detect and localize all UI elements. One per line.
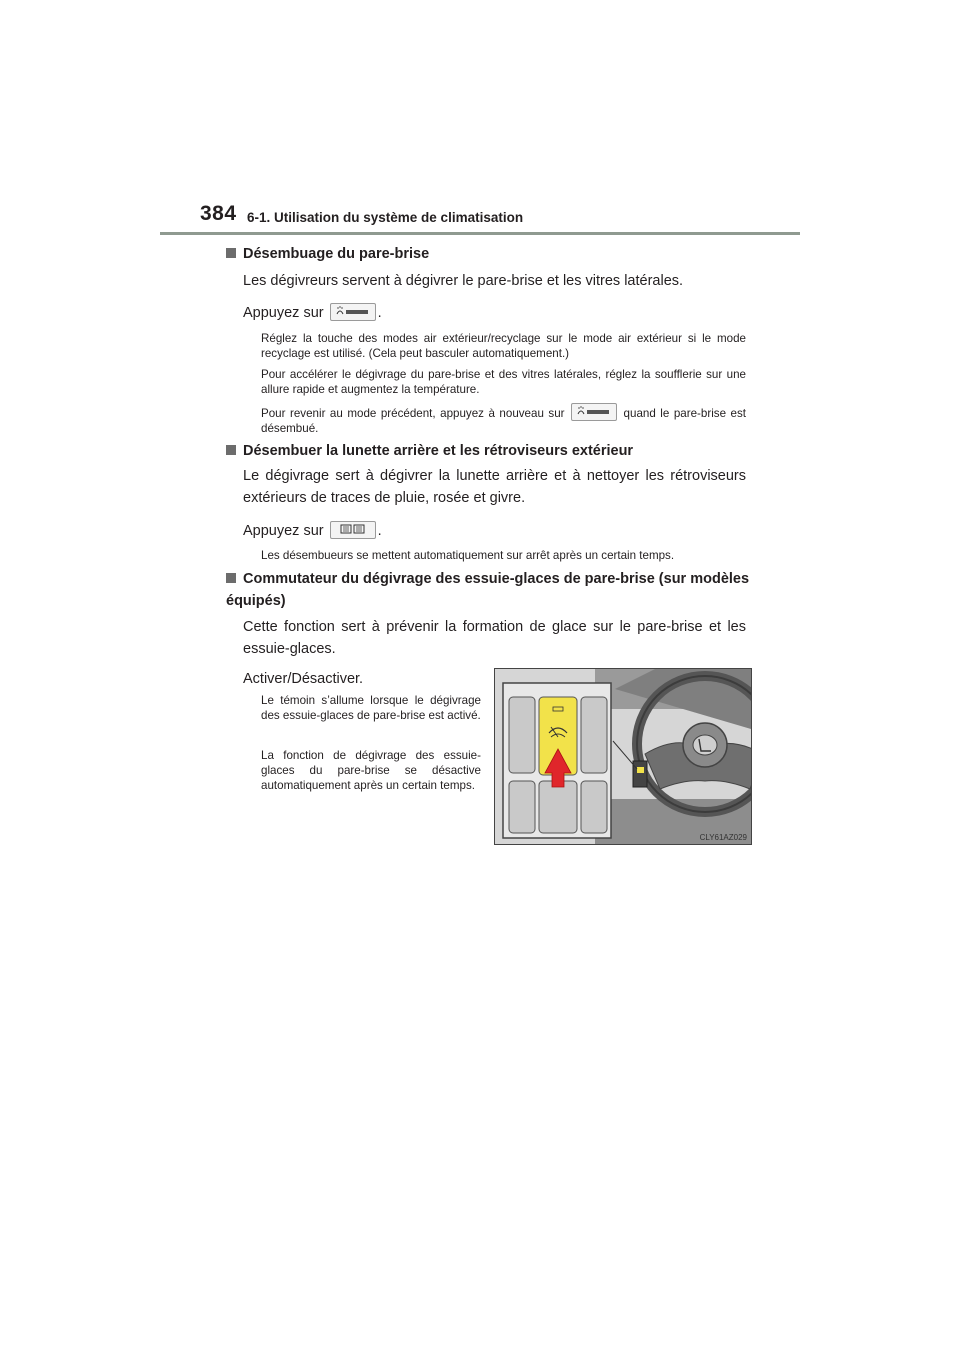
header-rule <box>160 232 800 235</box>
instruction-prefix: Appuyez sur <box>243 523 324 539</box>
heading-text: Désembuage du pare-brise <box>243 246 430 262</box>
front-defroster-button-icon <box>330 303 376 321</box>
instruction-wiper-deicer: Activer/Désactiver. <box>243 671 364 687</box>
instruction-windshield-defog <box>243 302 746 324</box>
front-defroster-button-icon <box>571 403 617 421</box>
body-windshield-defog: Les dégivreurs servent à dégivrer le pare-brise et les vitres latérales. <box>243 273 684 289</box>
note-auto-deactivate: La fonction de dégivrage des essuie-glaces du pare-brise se désactive automatiquement après un certain temps. <box>261 749 481 792</box>
heading-square-icon <box>226 573 236 583</box>
note-accelerate-defog: Pour accélérer le dégivrage du pare-brise et des vitres latérales, réglez la soufflerie sur une allure rapide et augmentez la température. <box>261 368 746 396</box>
note-auto-off: Les désembueurs se mettent automatiquement sur arrêt après un certain temps. <box>261 549 675 562</box>
rear-defogger-button-icon <box>330 521 376 539</box>
instruction-suffix: . <box>377 305 382 321</box>
note-indicator-light: Le témoin s’allume lorsque le dégivrage des essuie-glaces de pare-brise est activé. <box>261 694 481 722</box>
wiper-deicer-illustration <box>494 668 752 845</box>
heading-square-icon <box>226 248 236 258</box>
page-number: 384 <box>200 202 237 225</box>
body-wiper-deicer: Cette fonction sert à prévenir la formation de glace sur le pare-brise et les essuie-glaces. <box>243 619 746 657</box>
note-return-prefix: Pour revenir au mode précédent, appuyez à nouveau sur <box>261 407 565 420</box>
section-title: 6-1. Utilisation du système de climatisation <box>247 210 524 225</box>
heading-text: Désembuer la lunette arrière et les rétroviseurs extérieur <box>243 443 634 459</box>
heading-text: Commutateur du dégivrage des essuie-glaces de pare-brise (sur modèles équipés) <box>226 571 750 609</box>
instruction-rear-defog <box>243 520 746 542</box>
heading-windshield-defog <box>226 243 750 265</box>
body-rear-defog: Le dégivrage sert à dégivrer la lunette arrière et à nettoyer les rétroviseurs extérieurs de traces de pluie, rosée et givre. <box>243 468 746 506</box>
note-return-suffix: quand le pare-brise est désembué. <box>261 407 746 435</box>
heading-wiper-deicer <box>226 568 750 612</box>
heading-square-icon <box>226 445 236 455</box>
note-return-previous <box>261 403 746 436</box>
instruction-prefix: Appuyez sur <box>243 305 324 321</box>
heading-rear-defog <box>226 440 750 462</box>
illustration-code: CLY61AZ029 <box>699 833 747 842</box>
instruction-suffix: . <box>377 523 382 539</box>
note-recycle-mode: Réglez la touche des modes air extérieur/recyclage sur le mode air extérieur si le mode recyclage est utilisé. (Cela peut basculer automatiquement.) <box>261 332 746 360</box>
